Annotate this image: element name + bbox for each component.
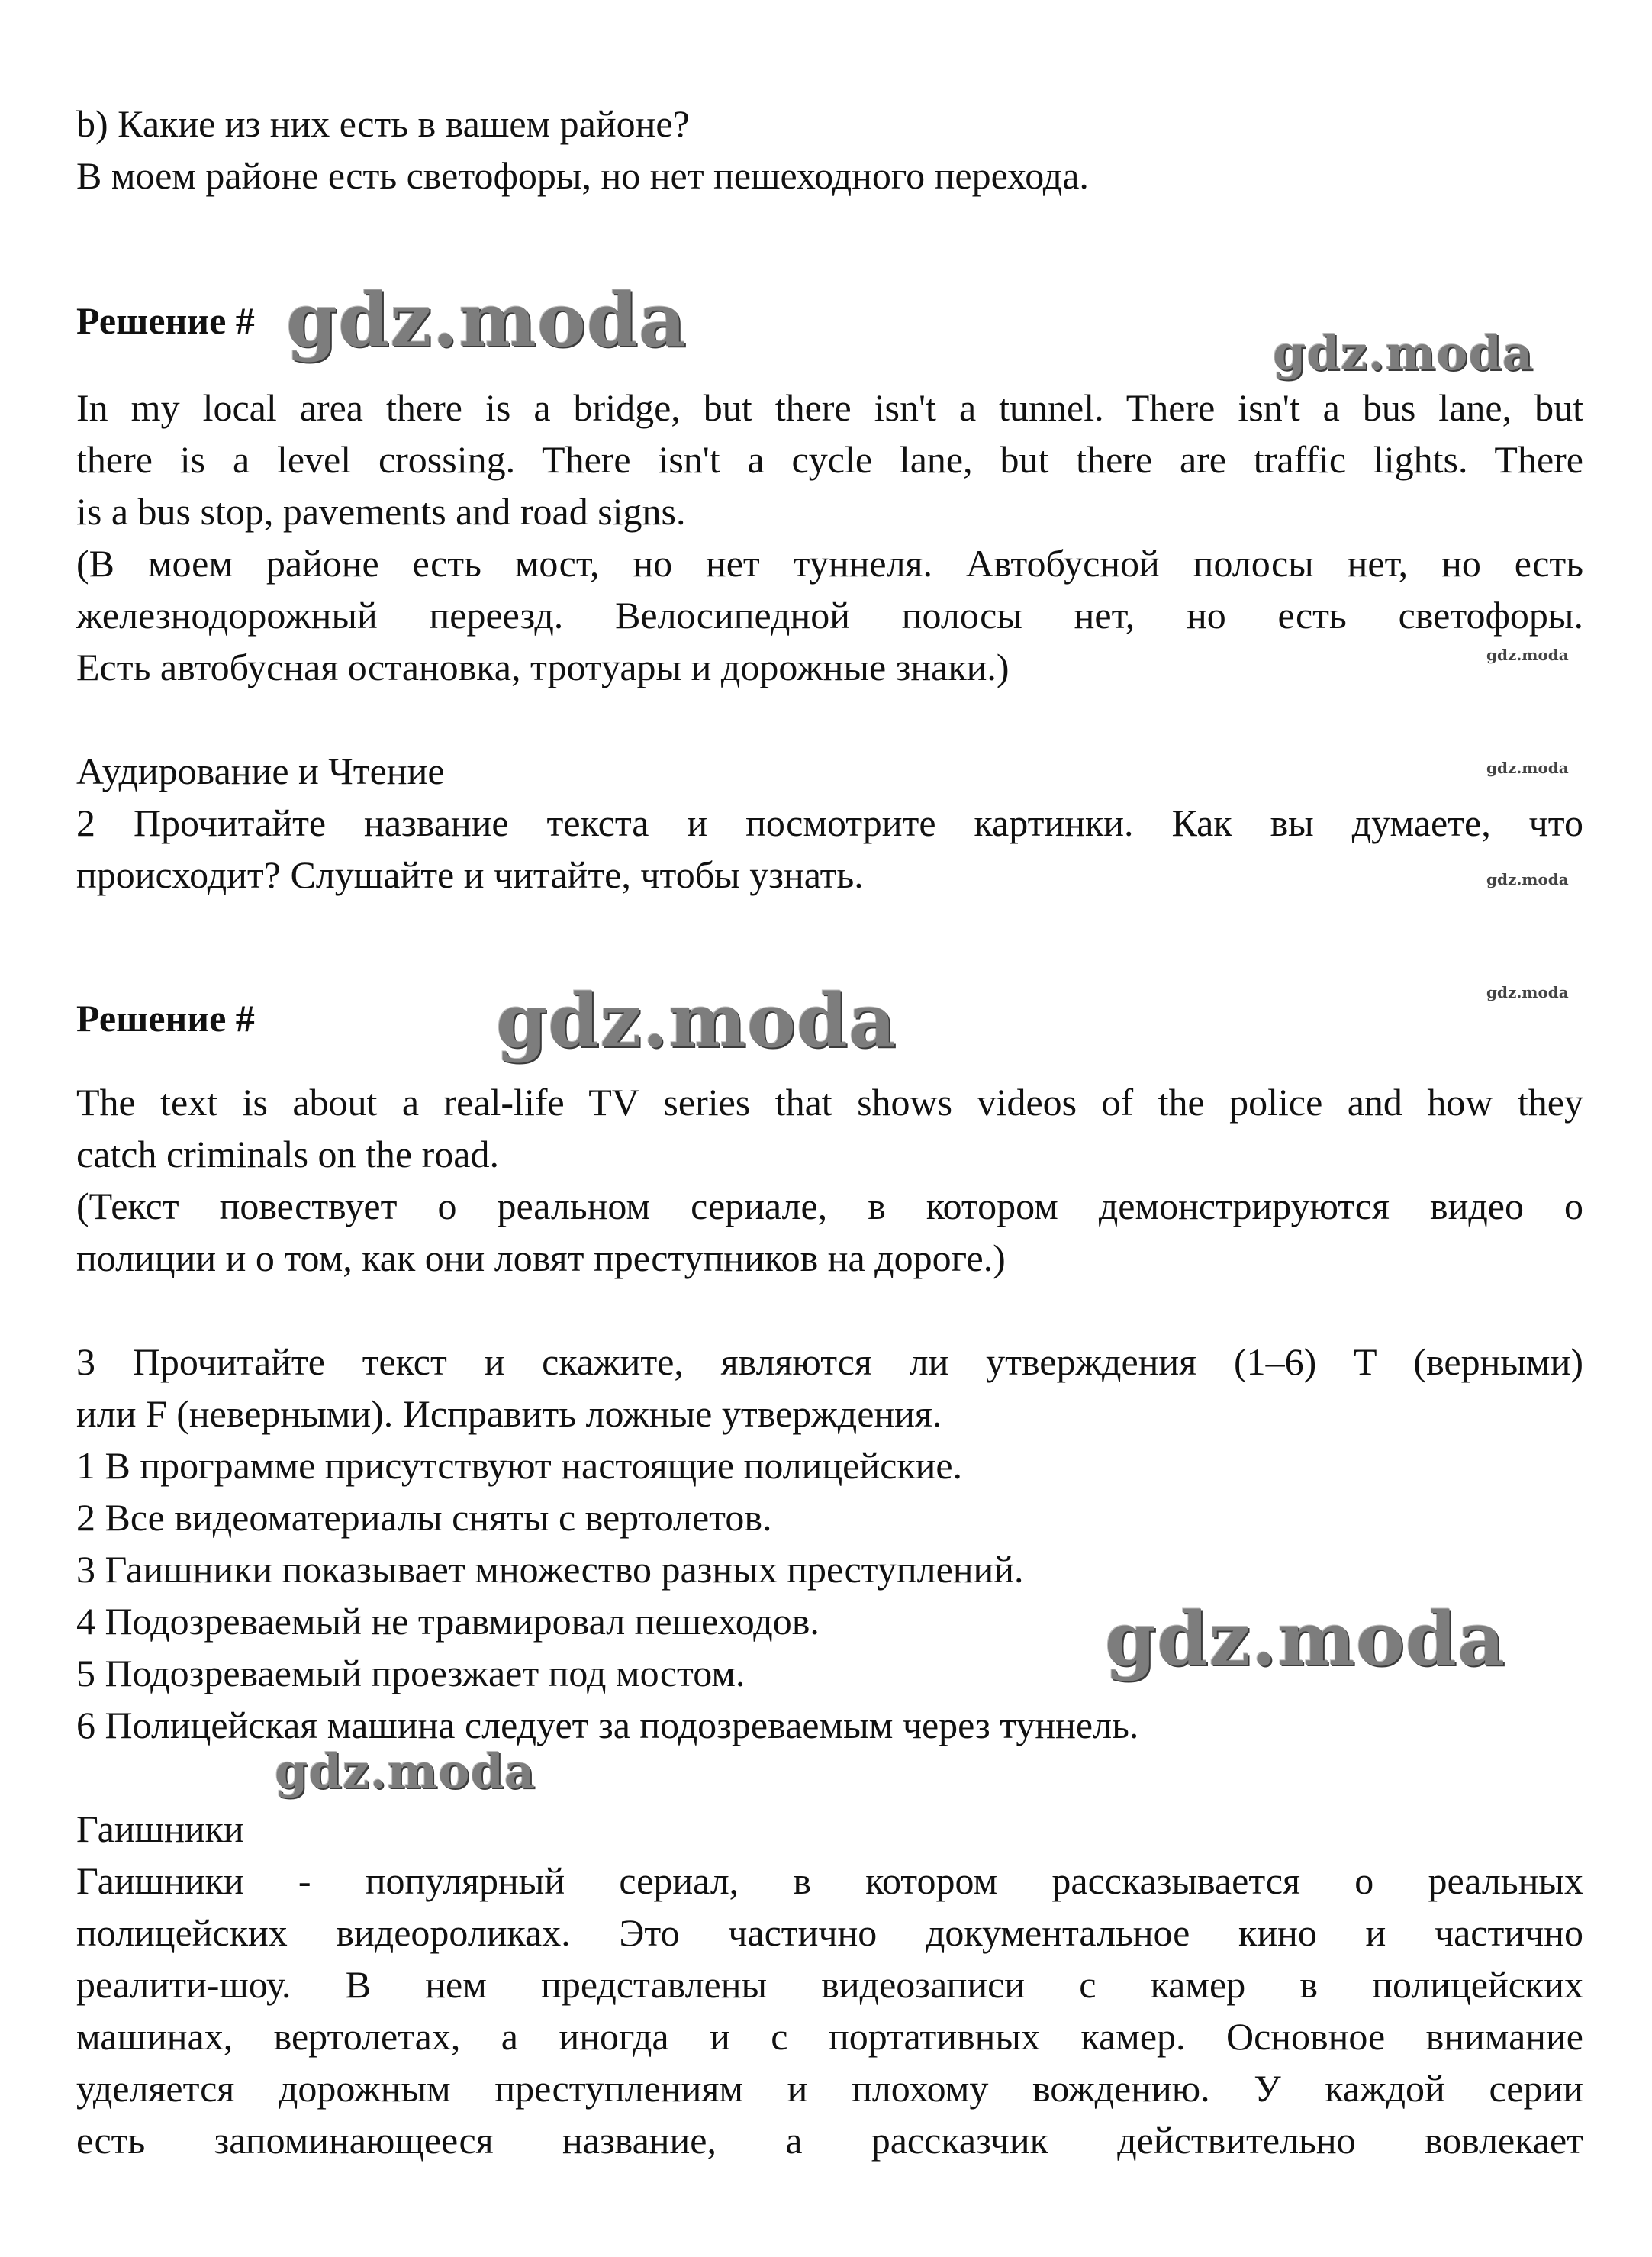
listening-task-line: происходит? Слушайте и читайте, чтобы узнать.: [76, 853, 864, 896]
task3-intro-line: или F (неверными). Исправить ложные утверждения.: [76, 1392, 942, 1435]
solution-translation-line: (Текст повествует о реальном сериале, в котором демонстрируются видео о: [76, 1185, 1583, 1227]
question-b: b) Какие из них есть в вашем районе?: [76, 102, 690, 145]
watermark: gdz.moda: [275, 1743, 536, 1799]
article-line: Гаишники - популярный сериал, в котором рассказывается о реальных: [76, 1859, 1583, 1902]
solution-text-line: is a bus stop, pavements and road signs.: [76, 490, 686, 533]
task3-statement: 4 Подозреваемый не травмировал пешеходов.: [76, 1600, 820, 1643]
article-line: уделяется дорожным преступлениям и плохому вождению. У каждой серии: [76, 2067, 1583, 2110]
watermark: gdz.moda: [1105, 1596, 1506, 1682]
solution-heading: Решение #: [76, 997, 255, 1040]
watermark: gdz.moda: [1273, 325, 1534, 381]
task3-statement: 1 В программе присутствуют настоящие полицейские.: [76, 1444, 963, 1487]
task3-statement: 5 Подозреваемый проезжает под мостом.: [76, 1652, 745, 1694]
solution-translation-line: железнодорожный переезд. Велосипедной полосы нет, но есть светофоры.: [76, 594, 1583, 637]
watermark: gdz.moda: [286, 277, 688, 363]
task3-intro-line: 3 Прочитайте текст и скажите, являются ли утверждения (1–6) T (верными): [76, 1340, 1583, 1383]
solution-translation-line: Есть автобусная остановка, тротуары и дорожные знаки.): [76, 646, 1010, 688]
watermark: gdz.moda: [1486, 870, 1569, 888]
task3-statement: 3 Гаишники показывает множество разных преступлений.: [76, 1548, 1024, 1591]
solution-heading: Решение #: [76, 299, 255, 342]
listening-title: Аудирование и Чтение: [76, 750, 445, 792]
solution-text-line: In my local area there is a bridge, but there isn't a tunnel. There isn't a bus lane, but: [76, 386, 1583, 429]
listening-task-line: 2 Прочитайте название текста и посмотрите картинки. Как вы думаете, что: [76, 801, 1583, 844]
solution-translation-line: (В моем районе есть мост, но нет туннеля. Автобусной полосы нет, но есть: [76, 542, 1583, 585]
watermark: gdz.moda: [1486, 646, 1569, 664]
answer-b: В моем районе есть светофоры, но нет пешеходного перехода.: [76, 154, 1089, 197]
solution-text-line: The text is about a real-life TV series that shows videos of the police and how they: [76, 1081, 1583, 1124]
article-title: Гаишники: [76, 1807, 244, 1850]
task3-statement: 2 Все видеоматериалы сняты с вертолетов.: [76, 1496, 772, 1539]
article-line: реалити-шоу. В нем представлены видеозаписи с камер в полицейских: [76, 1963, 1583, 2006]
task3-statement: 6 Полицейская машина следует за подозреваемым через туннель.: [76, 1704, 1139, 1746]
solution-text-line: catch criminals on the road.: [76, 1133, 499, 1175]
watermark: gdz.moda: [1486, 759, 1569, 777]
article-line: машинах, вертолетах, а иногда и с портативных камер. Основное внимание: [76, 2015, 1583, 2058]
watermark: gdz.moda: [1486, 983, 1569, 1001]
solution-text-line: there is a level crossing. There isn't a cycle lane, but there are traffic lights. There: [76, 438, 1583, 481]
article-line: есть запоминающееся название, а рассказчик действительно вовлекает: [76, 2119, 1583, 2162]
watermark: gdz.moda: [496, 978, 897, 1064]
solution-translation-line: полиции и о том, как они ловят преступников на дороге.): [76, 1237, 1006, 1279]
article-line: полицейских видеороликах. Это частично документальное кино и частично: [76, 1911, 1583, 1954]
